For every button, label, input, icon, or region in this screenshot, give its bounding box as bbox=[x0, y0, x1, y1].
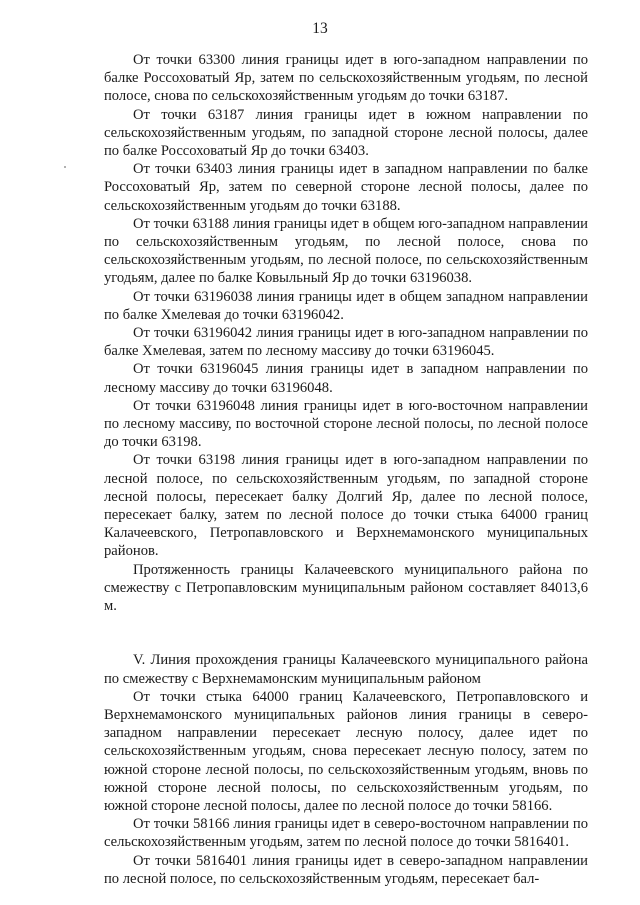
section-heading: V. Линия прохождения границы Калачеевского муниципального района по смежеству с Верхнемамонским муниципальным районом bbox=[104, 652, 588, 687]
paragraph: От точки 58166 линия границы идет в северо-восточном направлении по сельскохозяйственным угодьям, затем по лесной полосе до точки 5816401. bbox=[104, 816, 588, 851]
paragraph: От точки 63188 линия границы идет в общем юго-западном направлении по сельскохозяйственным угодьям, по лесной полосе, снова по сельскохозяйственным угодьям, по лесной полосе, по сельскохозяйственным угодьям, далее по балке Ковыльный Яр до точки 63196038. bbox=[104, 215, 588, 287]
paragraph: От точки 63196048 линия границы идет в юго-восточном направлении по лесному массиву, по восточной стороне лесной полосы, по лесной полосе до точки 63198. bbox=[104, 397, 588, 451]
page-number: 13 bbox=[312, 20, 328, 37]
paragraph: От точки 63187 линия границы идет в южном направлении по сельскохозяйственным угодьям, по западной стороне лесной полосы, далее по балке Россоховатый Яр до точки 63403. bbox=[104, 106, 588, 160]
document-body bbox=[104, 51, 588, 888]
paragraph: От точки 63300 линия границы идет в юго-западном направлении по балке Россоховатый Яр, затем по сельскохозяйственным угодьям, по лесной полосе, снова по сельскохозяйственным угодьям до точки 63187. bbox=[104, 52, 588, 105]
paragraph: От точки 63198 линия границы идет в юго-западном направлении по лесной полосе, по сельскохозяйственным угодьям, по западной стороне лесной полосы, пересекает балку Долгий Яр, далее по лесной полосе, пересекает балку, затем по лесной полосе до точки стыка 64000 границ Калачеевского, Петропавловского и Верхнемамонского муниципальных районов. bbox=[104, 452, 588, 560]
paragraph: Протяженность границы Калачеевского муниципального района по смежеству с Петропавловским муниципальным районом составляет 84013,6 м. bbox=[104, 561, 588, 615]
paragraph: От точки 63403 линия границы идет в западном направлении по балке Россоховатый Яр, затем по северной стороне лесной полосы, далее по сельскохозяйственным угодьям до точки 63188. bbox=[104, 161, 588, 214]
paragraph: От точки стыка 64000 границ Калачеевского, Петропавловского и Верхнемамонского муниципальных районов линия границы в северо-западном направлении пересекает лесную полосу, далее идет по сельскохозяйственным угодьям, снова пересекает лесную полосу, затем по южной стороне лесной полосы, по сельскохозяйственным угодьям, вновь по южной стороне лесной полосы, по сельскохозяйственным угодьям, по южной стороне лесной полосы, далее по лесной полосе до точки 58166. bbox=[104, 688, 588, 814]
paragraph: От точки 63196045 линия границы идет в западном направлении по лесному массиву до точки 63196048. bbox=[104, 361, 588, 396]
paragraph: От точки 5816401 линия границы идет в северо-западном направлении по лесной полосе, по сельскохозяйственным угодьям, пересекает бал- bbox=[104, 852, 588, 887]
margin-mark bbox=[64, 166, 66, 168]
section-gap bbox=[104, 615, 588, 651]
paragraph: От точки 63196038 линия границы идет в общем западном направлении по балке Хмелевая до точки 63196042. bbox=[104, 288, 588, 323]
paragraph: От точки 63196042 линия границы идет в юго-западном направлении по балке Хмелевая, затем по лесному массиву до точки 63196045. bbox=[104, 325, 588, 360]
